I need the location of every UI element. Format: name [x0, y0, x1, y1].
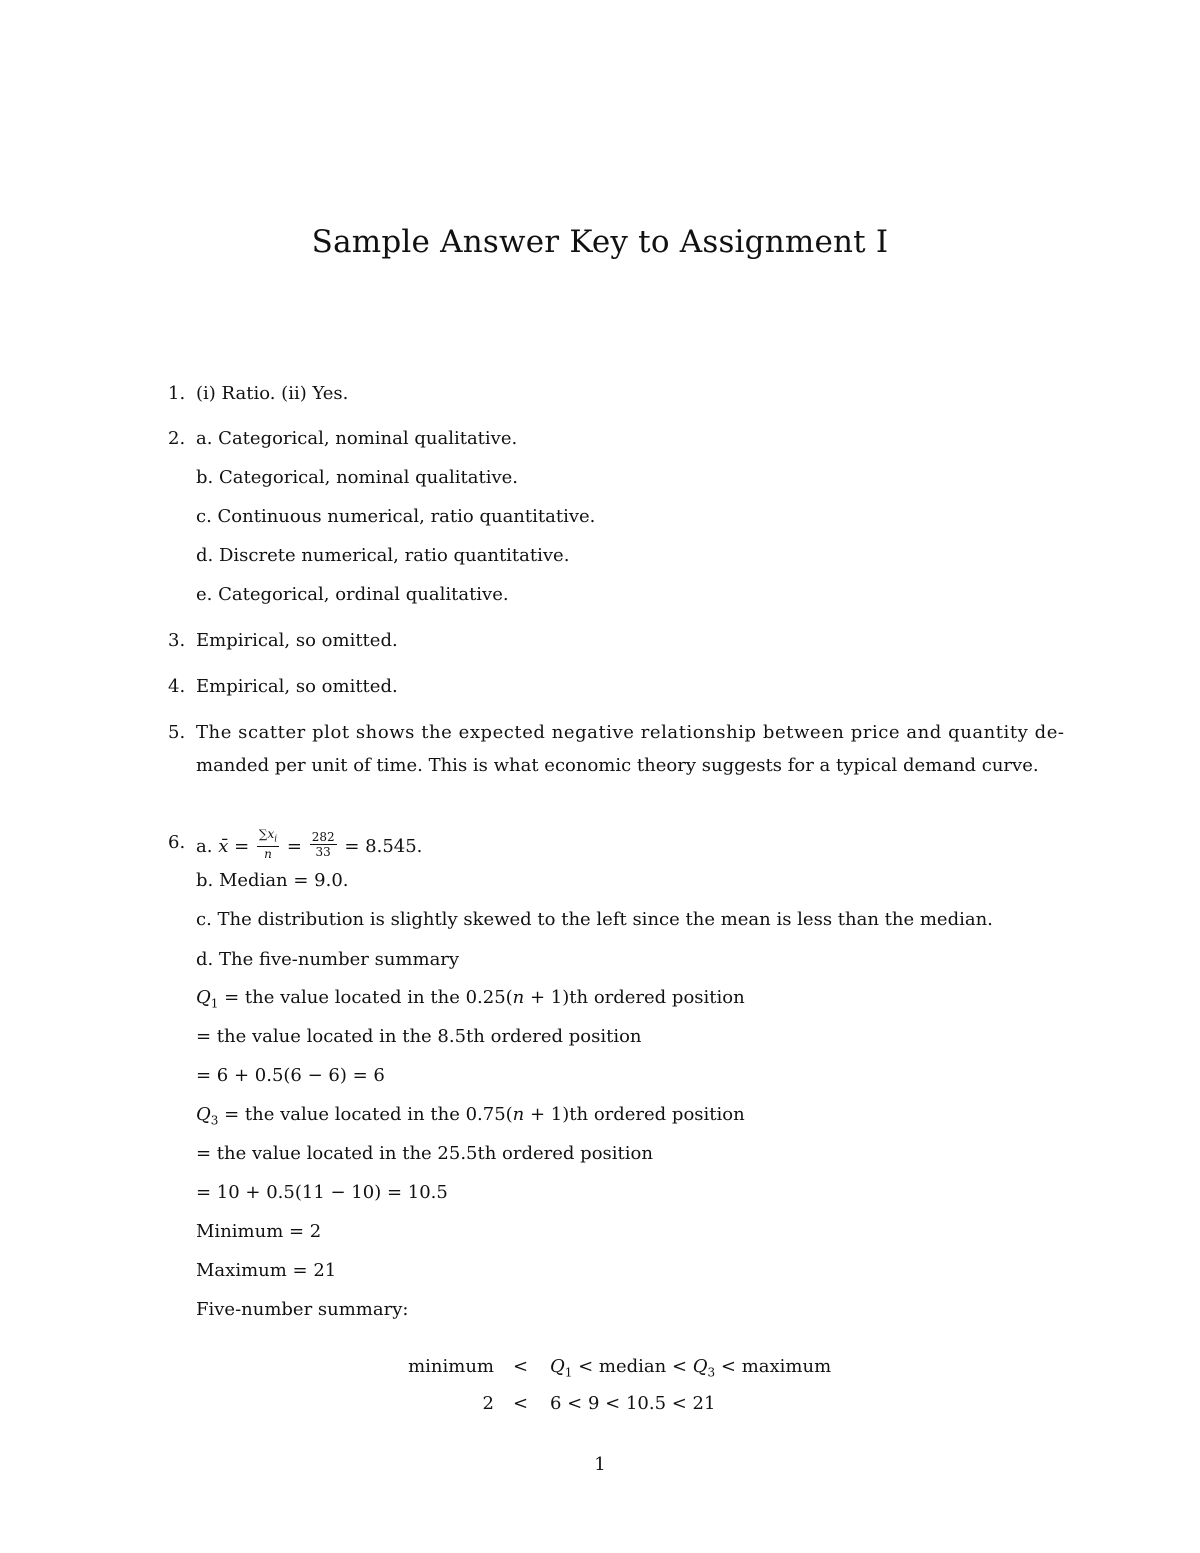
question-6b-median: b. Median = 9.0.	[196, 870, 349, 891]
q1-line-1-text: = the value located in the 0.25(	[218, 987, 513, 1008]
summary-row-2-col-1: 2	[482, 1393, 494, 1414]
sum-denominator: n	[264, 847, 272, 862]
summary-row-1-col-1: minimum	[408, 1356, 494, 1377]
question-5-number: 5.	[168, 722, 186, 743]
equals-sign-2: =	[286, 836, 302, 858]
mean-result: = 8.545.	[344, 836, 423, 858]
value-denominator: 33	[315, 844, 331, 859]
minimum-value: Minimum = 2	[196, 1221, 322, 1242]
sum-over-n-fraction	[257, 828, 279, 860]
q3-line-2: = the value located in the 25.5th ordered position	[196, 1143, 653, 1164]
q3-n-symbol: n	[512, 1104, 525, 1125]
question-2-item-a: a. Categorical, nominal qualitative.	[196, 428, 518, 449]
q3-line-1-text: = the value located in the 0.75(	[218, 1104, 513, 1125]
q1-subscript: 1	[210, 996, 219, 1011]
question-4-number: 4.	[168, 676, 186, 697]
question-3-number: 3.	[168, 630, 186, 651]
question-1-answer: (i) Ratio. (ii) Yes.	[196, 383, 349, 404]
question-6a-mean-formula	[196, 827, 423, 863]
value-fraction	[310, 831, 337, 858]
q1-line-1	[196, 986, 745, 1016]
summary-median-text: < median <	[572, 1356, 693, 1377]
question-6a-prefix: a.	[196, 836, 213, 858]
q1-n-symbol: n	[512, 987, 525, 1008]
q1-line-1-end: + 1)th ordered position	[524, 987, 745, 1008]
question-6d-heading: d. The five-number summary	[196, 949, 460, 970]
question-1-number: 1.	[168, 383, 186, 404]
question-2-item-e: e. Categorical, ordinal qualitative.	[196, 584, 509, 605]
summary-q1-symbol: Q	[550, 1356, 565, 1377]
question-3-answer: Empirical, so omitted.	[196, 630, 398, 651]
question-2-item-d: d. Discrete numerical, ratio quantitative.	[196, 545, 570, 566]
summary-row-1-col-3	[550, 1355, 831, 1385]
q1-line-2: = the value located in the 8.5th ordered position	[196, 1026, 642, 1047]
x-bar-symbol: x̄	[218, 836, 229, 858]
q3-line-1-end: + 1)th ordered position	[524, 1104, 745, 1125]
five-number-summary-label: Five-number summary:	[196, 1299, 409, 1320]
value-numerator: 282	[311, 829, 335, 844]
question-2-item-b: b. Categorical, nominal qualitative.	[196, 467, 519, 488]
question-6-number: 6.	[168, 832, 186, 853]
question-5-line-1: The scatter plot shows the expected negative relationship between price and quantity de-	[196, 722, 1065, 743]
q3-line-3: = 10 + 0.5(11 − 10) = 10.5	[196, 1182, 448, 1203]
q3-symbol: Q	[196, 1104, 211, 1125]
q3-line-1	[196, 1103, 745, 1133]
summary-q1-subscript: 1	[564, 1365, 573, 1380]
question-2-item-c: c. Continuous numerical, ratio quantitative.	[196, 506, 596, 527]
summary-q3-subscript: 3	[707, 1365, 716, 1380]
summary-row-2-col-3: 6 < 9 < 10.5 < 21	[550, 1393, 716, 1414]
sum-numerator-subscript: i	[274, 834, 278, 845]
question-2-number: 2.	[168, 428, 186, 449]
page-title: Sample Answer Key to Assignment I	[311, 224, 889, 260]
question-4-answer: Empirical, so omitted.	[196, 676, 398, 697]
equals-sign: =	[234, 836, 250, 858]
question-6c-skew: c. The distribution is slightly skewed to the left since the mean is less than the median.	[196, 909, 993, 930]
page-number: 1	[594, 1454, 606, 1475]
maximum-value: Maximum = 21	[196, 1260, 337, 1281]
question-5-line-2: manded per unit of time. This is what economic theory suggests for a typical demand curve.	[196, 755, 1039, 776]
summary-maximum-text: < maximum	[715, 1356, 832, 1377]
q1-line-3: = 6 + 0.5(6 − 6) = 6	[196, 1065, 385, 1086]
sum-numerator: ∑x	[258, 827, 275, 841]
q3-subscript: 3	[210, 1113, 219, 1128]
summary-row-2-col-2: <	[513, 1393, 529, 1414]
summary-row-1-col-2: <	[513, 1356, 529, 1377]
q1-symbol: Q	[196, 987, 211, 1008]
summary-q3-symbol: Q	[692, 1356, 708, 1377]
